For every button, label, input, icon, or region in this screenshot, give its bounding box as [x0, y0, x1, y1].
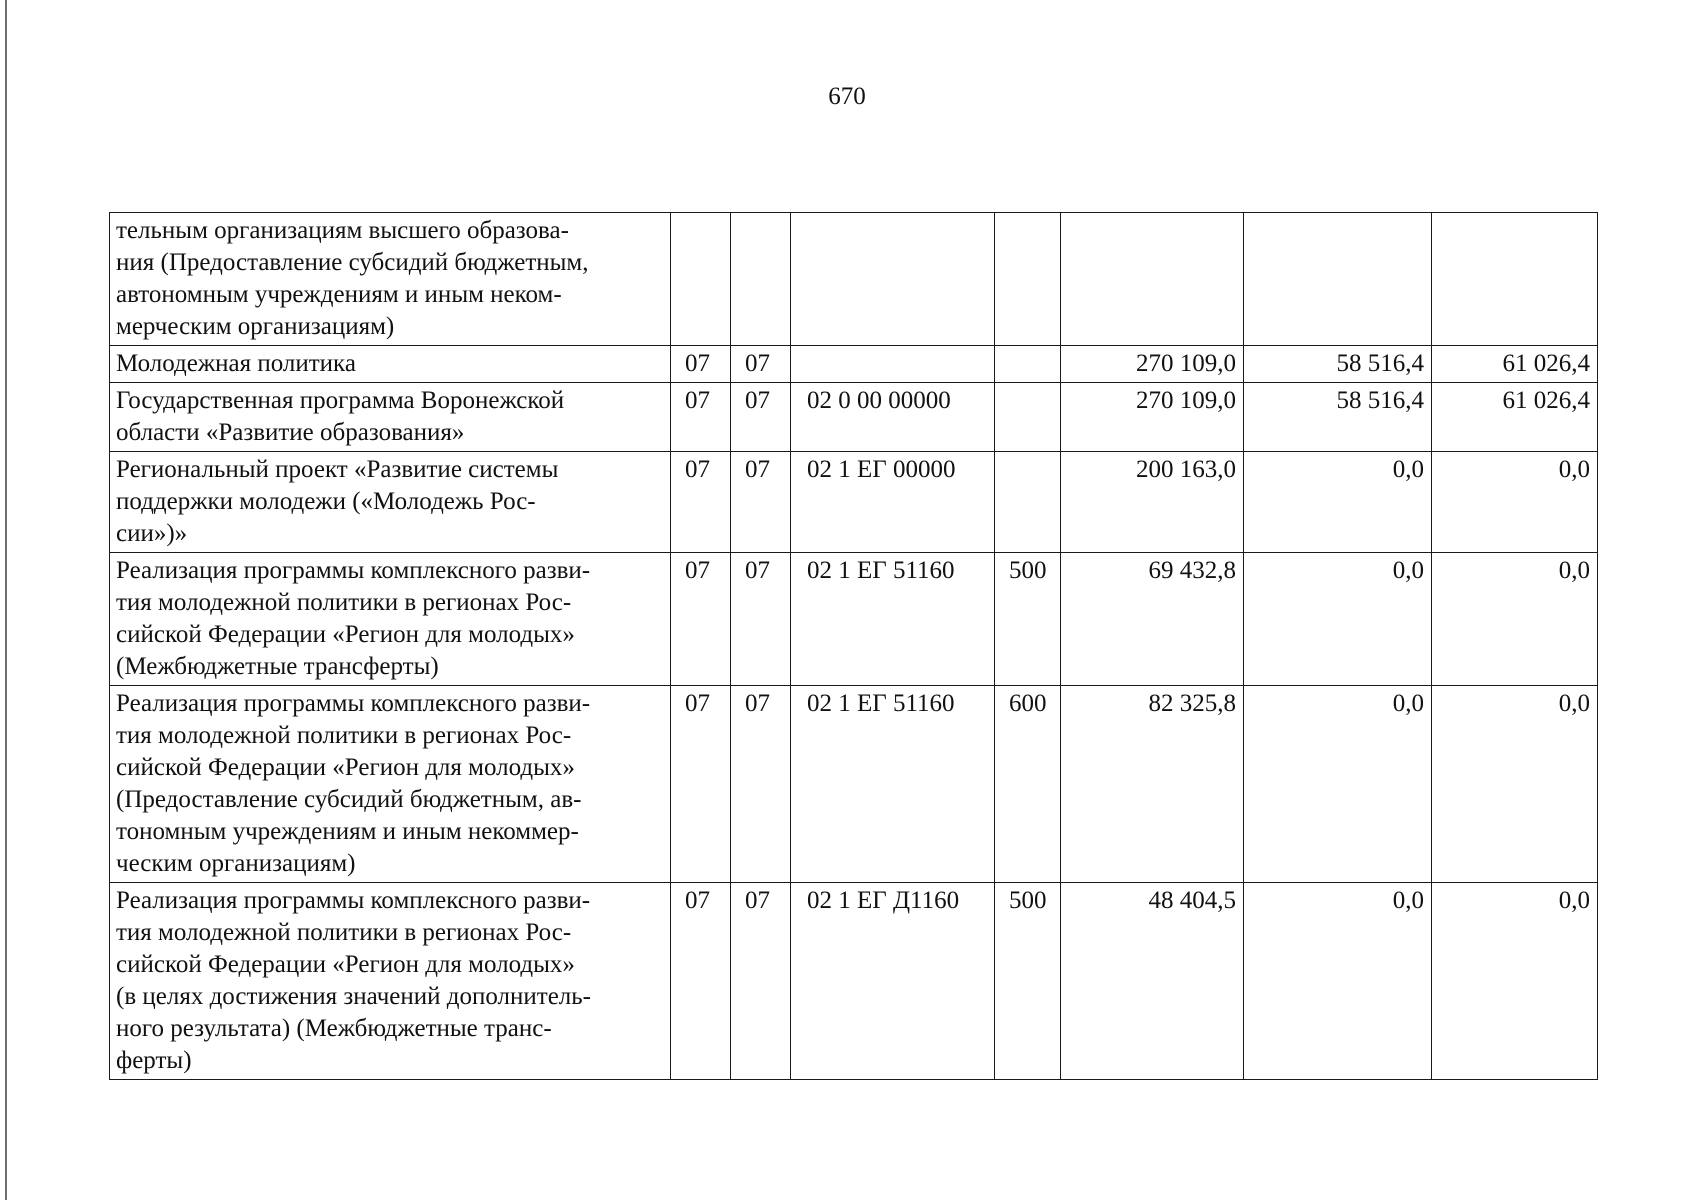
- cell-name: Реализация программы комплексного разви- тия молодежной политики в регионах Рос- сийской Федерации «Регион для молодых» (Предоставление субсидий бюджетным, ав- тономным учреждениям и иным некоммер- ческим организациям): [110, 686, 671, 883]
- cell-name: Государственная программа Воронежской области «Развитие образования»: [110, 383, 671, 452]
- cell-expense-type: [995, 346, 1061, 383]
- cell-target-article: [791, 213, 995, 346]
- cell-amount-year-3: 0,0: [1432, 883, 1598, 1080]
- cell-target-article: [791, 346, 995, 383]
- cell-target-article: 02 1 ЕГ 00000: [791, 452, 995, 553]
- cell-expense-type: [995, 452, 1061, 553]
- cell-target-article: 02 1 ЕГ 51160: [791, 553, 995, 686]
- cell-amount-year-1: 200 163,0: [1061, 452, 1244, 553]
- page-left-edge: [5, 0, 7, 1200]
- cell-amount-year-3: [1432, 213, 1598, 346]
- table-row: [110, 686, 1598, 883]
- cell-name: Реализация программы комплексного разви- тия молодежной политики в регионах Рос- сийской Федерации «Регион для молодых» (в целях достижения значений дополнитель- ного результата) (Межбюджетные транс- ферты): [110, 883, 671, 1080]
- cell-amount-year-1: [1061, 213, 1244, 346]
- cell-amount-year-1: 82 325,8: [1061, 686, 1244, 883]
- cell-name: тельным организациям высшего образова- ния (Предоставление субсидий бюджетным, автономным учреждениям и иным неком- мерческим организациям): [110, 213, 671, 346]
- cell-amount-year-3: 0,0: [1432, 686, 1598, 883]
- cell-target-article: 02 1 ЕГ Д1160: [791, 883, 995, 1080]
- cell-section: 07: [671, 452, 731, 553]
- cell-expense-type: [995, 213, 1061, 346]
- table-row: [110, 346, 1598, 383]
- cell-expense-type: 500: [995, 883, 1061, 1080]
- cell-amount-year-1: 270 109,0: [1061, 346, 1244, 383]
- cell-name: Региональный проект «Развитие системы поддержки молодежи («Молодежь Рос- сии»)»: [110, 452, 671, 553]
- cell-subsection: 07: [731, 383, 791, 452]
- table-row: [110, 883, 1598, 1080]
- cell-expense-type: [995, 383, 1061, 452]
- cell-subsection: 07: [731, 883, 791, 1080]
- table-row: [110, 213, 1598, 346]
- cell-section: 07: [671, 346, 731, 383]
- table-body: [110, 213, 1598, 1080]
- cell-name: Молодежная политика: [110, 346, 671, 383]
- budget-table: [109, 212, 1598, 1080]
- cell-subsection: 07: [731, 452, 791, 553]
- cell-section: 07: [671, 686, 731, 883]
- cell-amount-year-1: 270 109,0: [1061, 383, 1244, 452]
- cell-subsection: 07: [731, 553, 791, 686]
- cell-section: [671, 213, 731, 346]
- cell-section: 07: [671, 383, 731, 452]
- cell-amount-year-3: 61 026,4: [1432, 383, 1598, 452]
- cell-section: 07: [671, 553, 731, 686]
- cell-expense-type: 600: [995, 686, 1061, 883]
- cell-amount-year-2: 58 516,4: [1244, 346, 1432, 383]
- cell-amount-year-2: 0,0: [1244, 686, 1432, 883]
- cell-name: Реализация программы комплексного разви- тия молодежной политики в регионах Рос- сийской Федерации «Регион для молодых» (Межбюджетные трансферты): [110, 553, 671, 686]
- cell-amount-year-3: 61 026,4: [1432, 346, 1598, 383]
- cell-amount-year-2: [1244, 213, 1432, 346]
- table-row: [110, 553, 1598, 686]
- table-row: [110, 383, 1598, 452]
- cell-amount-year-3: 0,0: [1432, 452, 1598, 553]
- cell-section: 07: [671, 883, 731, 1080]
- cell-amount-year-2: 0,0: [1244, 452, 1432, 553]
- cell-target-article: 02 1 ЕГ 51160: [791, 686, 995, 883]
- cell-subsection: 07: [731, 686, 791, 883]
- page-number: 670: [828, 83, 866, 110]
- table-row: [110, 452, 1598, 553]
- cell-amount-year-2: 0,0: [1244, 553, 1432, 686]
- cell-amount-year-2: 0,0: [1244, 883, 1432, 1080]
- cell-amount-year-1: 48 404,5: [1061, 883, 1244, 1080]
- cell-amount-year-2: 58 516,4: [1244, 383, 1432, 452]
- cell-subsection: [731, 213, 791, 346]
- cell-subsection: 07: [731, 346, 791, 383]
- cell-amount-year-3: 0,0: [1432, 553, 1598, 686]
- cell-amount-year-1: 69 432,8: [1061, 553, 1244, 686]
- cell-target-article: 02 0 00 00000: [791, 383, 995, 452]
- cell-expense-type: 500: [995, 553, 1061, 686]
